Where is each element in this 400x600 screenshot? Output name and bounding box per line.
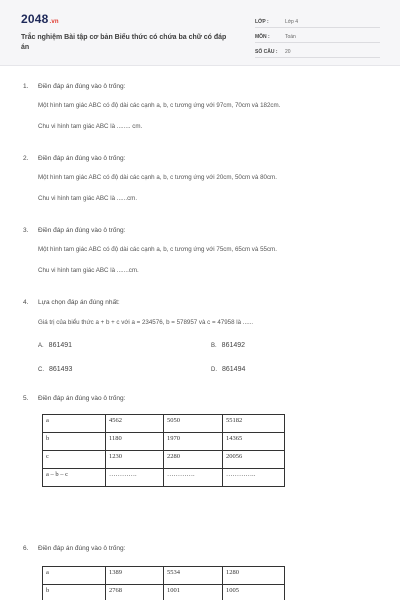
table-cell: 2768: [106, 585, 164, 600]
option-d[interactable]: [211, 366, 245, 373]
table-cell: 2280: [164, 451, 223, 469]
meta-subject: [255, 31, 380, 43]
answer-blank[interactable]: ………….: [106, 469, 164, 487]
option-value: 861494: [222, 366, 246, 373]
table-cell: 5534: [164, 567, 223, 585]
question-prompt: Điền đáp án đúng vào ô trống:: [38, 227, 126, 234]
question-prompt: Điền đáp án đúng vào ô trống:: [38, 395, 126, 402]
table-cell: 55182: [223, 415, 285, 433]
table-cell: 1280: [223, 567, 285, 585]
table-cell: c: [43, 451, 106, 469]
option-label: C.: [38, 367, 44, 373]
option-b[interactable]: [211, 342, 245, 349]
logo-main: 2048: [21, 12, 49, 26]
table-cell: 1005: [223, 585, 285, 600]
table-cell: 1970: [164, 433, 223, 451]
document-title: Trắc nghiệm Bài tập cơ bản Biểu thức có chứa ba chữ có đáp án: [21, 34, 227, 51]
meta-value: Toán: [285, 34, 296, 40]
meta-value: Lớp 4: [285, 19, 299, 25]
table-cell: 20056: [223, 451, 285, 469]
question-number: 4.: [23, 299, 29, 306]
table-cell: a – b – c: [43, 469, 106, 487]
question-text: Một hình tam giác ABC có độ dài các cạnh a, b, c tương ứng với 75cm, 65cm và 55cm.: [38, 246, 277, 253]
question-text: Giá trị của biểu thức a + b + c với a = 234576, b = 578957 và c = 47958 là ......: [38, 319, 254, 326]
table-cell: b: [43, 433, 106, 451]
option-c[interactable]: [38, 366, 72, 373]
table-row: [43, 469, 285, 487]
document-header: [0, 0, 400, 66]
answer-blank[interactable]: …………..: [223, 469, 285, 487]
meta-class: [255, 16, 380, 28]
question-text: Một hình tam giác ABC có độ dài các cạnh a, b, c tương ứng với 97cm, 70cm và 182cm.: [38, 102, 281, 109]
table-row: [43, 451, 285, 469]
table-cell: 1001: [164, 585, 223, 600]
logo-suffix: .vn: [49, 19, 59, 25]
table-row: [43, 567, 285, 585]
question-number: 2.: [23, 155, 29, 162]
question-prompt: Lựa chọn đáp án đúng nhất:: [38, 299, 120, 306]
table-cell: 4562: [106, 415, 164, 433]
meta-key: SỐ CÂU :: [255, 49, 278, 55]
question-5-table: [42, 414, 285, 487]
question-6-table: [42, 566, 285, 600]
answer-blank[interactable]: ………….: [164, 469, 223, 487]
option-value: 861491: [48, 342, 73, 349]
table-cell: 1180: [106, 433, 164, 451]
meta-key: MÔN :: [255, 34, 270, 40]
site-logo[interactable]: [21, 12, 59, 26]
option-value: 861492: [221, 342, 246, 349]
table-cell: 5050: [164, 415, 223, 433]
question-answer-line: Chu vi hình tam giác ABC là .......cm.: [38, 267, 139, 274]
table-row: [43, 585, 285, 600]
question-number: 1.: [23, 83, 29, 90]
table-row: [43, 415, 285, 433]
table-cell: a: [43, 415, 106, 433]
option-label: B.: [211, 343, 217, 349]
meta-value: 20: [285, 49, 291, 55]
option-a[interactable]: [38, 342, 72, 349]
question-number: 3.: [23, 227, 29, 234]
question-answer-line: Chu vi hình tam giác ABC là ......cm.: [38, 195, 138, 202]
option-label: D.: [211, 367, 217, 373]
question-number: 6.: [23, 545, 29, 552]
table-cell: 1230: [106, 451, 164, 469]
meta-key: LỚP :: [255, 19, 269, 25]
option-value: 861493: [49, 366, 73, 373]
table-cell: a: [43, 567, 106, 585]
question-prompt: Điền đáp án đúng vào ô trống:: [38, 155, 126, 162]
question-prompt: Điền đáp án đúng vào ô trống:: [38, 545, 126, 552]
table-cell: 14365: [223, 433, 285, 451]
question-number: 5.: [23, 395, 29, 402]
meta-question-count: [255, 46, 380, 58]
question-prompt: Điền đáp án đúng vào ô trống:: [38, 83, 126, 90]
option-label: A.: [38, 343, 44, 349]
question-answer-line: Chu vi hình tam giác ABC là ........ cm.: [38, 123, 143, 130]
table-row: [43, 433, 285, 451]
table-cell: b: [43, 585, 106, 600]
question-text: Một hình tam giác ABC có độ dài các cạnh a, b, c tương ứng với 20cm, 50cm và 80cm.: [38, 174, 277, 181]
table-cell: 1389: [106, 567, 164, 585]
